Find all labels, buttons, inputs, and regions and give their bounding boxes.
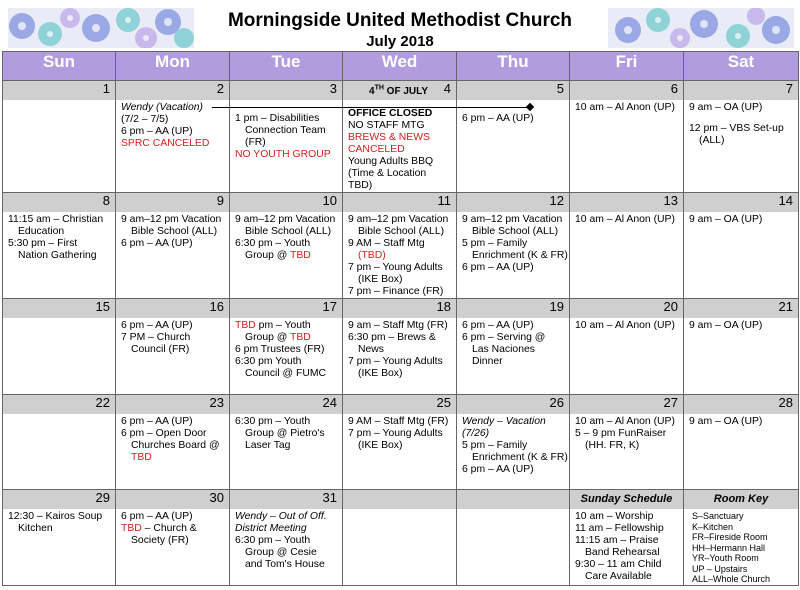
day-cell-23[interactable] <box>116 395 230 490</box>
event-text: 6 pm – AA (UP) <box>121 320 193 331</box>
day-cell-17[interactable] <box>230 299 343 395</box>
schedule-line: 11 am – Fellowship <box>575 523 664 534</box>
event-text: (Time & Location <box>348 168 427 179</box>
event-text: OFFICE CLOSED <box>348 108 433 119</box>
event-text: Council (FR) <box>131 344 190 355</box>
room-key <box>684 490 799 586</box>
event-text: 6 pm – Serving @ <box>462 332 546 343</box>
day-number: 6 <box>570 81 683 100</box>
weekday-fri: Fri <box>570 52 684 81</box>
day-number: 10 <box>230 193 342 212</box>
day-number: 9 <box>116 193 229 212</box>
event-text: NO YOUTH GROUP <box>235 149 331 160</box>
event-text: (TBD) <box>358 250 386 261</box>
day-number: 4TH OF JULY 4 <box>343 81 456 100</box>
day-cell-27[interactable] <box>570 395 684 490</box>
event-text: SPRC CANCELED <box>121 138 210 149</box>
day-cell-28[interactable] <box>684 395 799 490</box>
event-text: 9 am – OA (UP) <box>689 102 763 113</box>
event-text: Dinner <box>472 356 503 367</box>
event-text: 7 pm – Young Adults <box>348 428 443 439</box>
day-number: 29 <box>3 490 115 509</box>
day-number: 1 <box>3 81 115 100</box>
event-text: Group @ TBD <box>245 332 311 343</box>
day-cell-25[interactable] <box>343 395 457 490</box>
day-number: 14 <box>684 193 798 212</box>
event-text: Churches Board @ <box>131 440 220 451</box>
event-text: (7/2 – 7/5) <box>121 114 169 125</box>
event-text: 6 pm – AA (UP) <box>462 262 534 273</box>
event-text: 9 am – Staff Mtg (FR) <box>348 320 448 331</box>
day-number: 28 <box>684 395 798 414</box>
event-text: 5 pm – Family <box>462 440 528 451</box>
sunday-schedule-title: Sunday Schedule <box>570 490 683 509</box>
event-text: 10 am – Al Anon (UP) <box>575 102 675 113</box>
event-text: 9 am – OA (UP) <box>689 214 763 225</box>
event-text: Group @ Pietro's <box>245 428 325 439</box>
event-text: 9 am–12 pm Vacation <box>235 214 336 225</box>
event-text: 5 – 9 pm FunRaiser <box>575 428 667 439</box>
vacation-span-arrow-icon <box>212 107 530 108</box>
schedule-line: 10 am – Worship <box>575 511 654 522</box>
event-text: 12:30 – Kairos Soup <box>8 511 103 522</box>
empty-cell <box>457 490 570 586</box>
day-cell-1[interactable] <box>3 81 116 193</box>
event-text: TBD) <box>348 180 373 191</box>
weekday-tue: Tue <box>230 52 343 81</box>
day-cell-21[interactable] <box>684 299 799 395</box>
event-text: Connection Team <box>245 125 326 136</box>
week-row <box>3 490 799 586</box>
day-number: 5 <box>457 81 569 100</box>
event-text: 5 pm – Family <box>462 238 528 249</box>
day-number: 17 <box>230 299 342 318</box>
day-number: 8 <box>3 193 115 212</box>
event-text: 7 pm – Young Adults <box>348 356 443 367</box>
event-text: 7 pm – Young Adults <box>348 262 443 273</box>
event-text: 6 pm – AA (UP) <box>462 464 534 475</box>
event-text: Group @ TBD <box>245 250 311 261</box>
day-cell-13[interactable] <box>570 193 684 299</box>
event-text: 5:30 pm – First <box>8 238 78 249</box>
event-text: Society (FR) <box>131 535 189 546</box>
day-cell-22[interactable] <box>3 395 116 490</box>
event-text: Laser Tag <box>245 440 291 451</box>
event-text: Bible School (ALL) <box>358 226 445 237</box>
day-cell-29[interactable] <box>3 490 116 586</box>
event-text: 6:30 pm – Brews & <box>348 332 436 343</box>
event-text: 12 pm – VBS Set-up <box>689 123 784 134</box>
event-text: Wendy – Out of Off. <box>235 511 327 522</box>
day-number: 19 <box>457 299 569 318</box>
room-key-line: FR–Fireside Room <box>692 532 768 542</box>
event-text: (7/26) <box>462 428 490 439</box>
day-number: 12 <box>457 193 569 212</box>
room-key-title: Room Key <box>684 490 798 509</box>
day-number: 15 <box>3 299 115 318</box>
day-number: 20 <box>570 299 683 318</box>
event-text: 10 am – Al Anon (UP) <box>575 416 675 427</box>
schedule-line: Band Rehearsal <box>585 547 660 558</box>
event-text: Las Naciones <box>472 344 535 355</box>
day-number: 3 <box>230 81 342 100</box>
room-key-line: S–Sanctuary <box>692 511 744 521</box>
event-text: Wendy (Vacation) <box>121 102 204 113</box>
week-row <box>3 81 799 193</box>
event-text: Wendy – Vacation <box>462 416 546 427</box>
day-number: 2 <box>116 81 229 100</box>
calendar-grid <box>2 51 799 586</box>
day-cell-20[interactable] <box>570 299 684 395</box>
day-cell-14[interactable] <box>684 193 799 299</box>
holiday-label: 4TH OF JULY <box>369 85 428 98</box>
day-number: 22 <box>3 395 115 414</box>
event-text: 6:30 pm – Youth <box>235 535 311 546</box>
weekday-mon: Mon <box>116 52 230 81</box>
event-text: BREWS & NEWS <box>348 132 430 143</box>
event-text: District Meeting <box>235 523 307 534</box>
day-cell-18[interactable] <box>343 299 457 395</box>
event-text: News <box>358 344 384 355</box>
day-cell-5[interactable] <box>457 81 570 193</box>
day-cell-12[interactable] <box>457 193 570 299</box>
day-cell-30[interactable] <box>116 490 230 586</box>
day-number: 11 <box>343 193 456 212</box>
event-text: 9 am–12 pm Vacation <box>348 214 449 225</box>
empty-date-bar <box>343 490 456 509</box>
day-cell-7[interactable] <box>684 81 799 193</box>
event-text: 10 am – Al Anon (UP) <box>575 320 675 331</box>
event-text: CANCELED <box>348 144 405 155</box>
event-text: and Tom's House <box>245 559 325 570</box>
day-cell-15[interactable] <box>3 299 116 395</box>
event-text: Young Adults BBQ <box>348 156 434 167</box>
event-text: 6 pm – AA (UP) <box>462 113 534 124</box>
event-text: 10 am – Al Anon (UP) <box>575 214 675 225</box>
day-number: 7 <box>684 81 798 100</box>
room-key-line: K–Kitchen <box>692 521 734 532</box>
day-number: 18 <box>343 299 456 318</box>
day-number: 30 <box>116 490 229 509</box>
event-text: 6:30 pm – Youth <box>235 238 311 249</box>
event-text: 1 pm – Disabilities <box>235 113 320 124</box>
event-text: 6 pm – AA (UP) <box>121 511 193 522</box>
event-text: (IKE Box) <box>358 440 403 451</box>
day-number: 13 <box>570 193 683 212</box>
event-text: 6 pm – Open Door <box>121 428 207 439</box>
room-key-line: ALL–Whole Church <box>692 574 771 584</box>
day-cell-4[interactable] <box>343 81 457 193</box>
event-text: (IKE Box) <box>358 368 403 379</box>
sunday-schedule <box>570 490 684 586</box>
day-cell-16[interactable] <box>116 299 230 395</box>
day-number: 25 <box>343 395 456 414</box>
empty-cell <box>343 490 457 586</box>
event-text: 6 pm – AA (UP) <box>462 320 534 331</box>
day-cell-19[interactable] <box>457 299 570 395</box>
event-text: Group @ Cesie <box>245 547 317 558</box>
event-text: Nation Gathering <box>18 250 97 261</box>
schedule-line: 11:15 am – Praise <box>575 535 659 546</box>
event-text: TBD pm – Youth <box>235 320 311 331</box>
day-cell-31[interactable] <box>230 490 343 586</box>
event-text: 9 AM – Staff Mtg (FR) <box>348 416 449 427</box>
event-text: Bible School (ALL) <box>131 226 218 237</box>
day-cell-9[interactable] <box>116 193 230 299</box>
event-text: (HH. FR, K) <box>585 440 640 451</box>
weekday-header-row <box>3 52 799 81</box>
week-row <box>3 193 799 299</box>
day-cell-2[interactable] <box>116 81 230 193</box>
schedule-line: 9:30 – 11 am Child <box>575 559 662 570</box>
day-number: 24 <box>230 395 342 414</box>
event-text: 6:30 pm Youth <box>235 356 302 367</box>
event-text: 7 PM – Church <box>121 332 191 343</box>
event-text: 9 am – OA (UP) <box>689 416 763 427</box>
day-cell-26[interactable] <box>457 395 570 490</box>
event-text: 6 pm Trustees (FR) <box>235 344 325 355</box>
event-text: (FR) <box>245 137 266 148</box>
event-text: 6 pm – AA (UP) <box>121 238 193 249</box>
event-text: TBD <box>131 452 152 463</box>
room-key-line: YR–Youth Room <box>692 553 759 563</box>
event-text: 11:15 am – Christian <box>8 214 104 225</box>
empty-date-bar <box>457 490 569 509</box>
event-text: Bible School (ALL) <box>245 226 332 237</box>
weekday-sat: Sat <box>684 52 799 81</box>
event-text: Kitchen <box>18 523 53 534</box>
day-number: 27 <box>570 395 683 414</box>
event-text: 6 pm – AA (UP) <box>121 126 193 137</box>
event-text: NO STAFF MTG <box>348 120 425 131</box>
page-title: Morningside United Methodist Church <box>227 10 573 31</box>
day-cell-10[interactable] <box>230 193 343 299</box>
weekday-thu: Thu <box>457 52 570 81</box>
weekday-sun: Sun <box>3 52 116 81</box>
event-text: 9 AM – Staff Mtg <box>348 238 425 249</box>
day-number: 31 <box>230 490 342 509</box>
event-text: TBD – Church & <box>121 523 197 534</box>
month-title: July 2018 <box>366 33 434 50</box>
schedule-line: Care Available <box>585 571 652 582</box>
room-key-line: HH–Hermann Hall <box>692 542 766 553</box>
event-text: Enrichment (K & FR) <box>472 452 568 463</box>
day-number: 26 <box>457 395 569 414</box>
day-cell-24[interactable] <box>230 395 343 490</box>
week-row <box>3 395 799 490</box>
day-cell-6[interactable] <box>570 81 684 193</box>
event-text: (ALL) <box>699 135 725 146</box>
day-cell-8[interactable] <box>3 193 116 299</box>
event-text: Bible School (ALL) <box>472 226 559 237</box>
day-cell-3[interactable] <box>230 81 343 193</box>
event-text: (IKE Box) <box>358 274 403 285</box>
weekday-wed: Wed <box>343 52 457 81</box>
event-text: 9 am–12 pm Vacation <box>121 214 222 225</box>
day-number: 23 <box>116 395 229 414</box>
event-text: 6:30 pm – Youth <box>235 416 311 427</box>
event-text: Education <box>18 226 65 237</box>
week-row <box>3 299 799 395</box>
event-text: 6 pm – AA (UP) <box>121 416 193 427</box>
day-cell-11[interactable] <box>343 193 457 299</box>
day-number: 16 <box>116 299 229 318</box>
day-number: 21 <box>684 299 798 318</box>
room-key-line: UP – Upstairs <box>692 563 748 574</box>
event-text: 7 pm – Finance (FR) <box>348 286 444 297</box>
event-text: Enrichment (K & FR) <box>472 250 568 261</box>
event-text: 9 am–12 pm Vacation <box>462 214 563 225</box>
event-text: 9 am – OA (UP) <box>689 320 763 331</box>
event-text: Council @ FUMC <box>245 368 326 379</box>
